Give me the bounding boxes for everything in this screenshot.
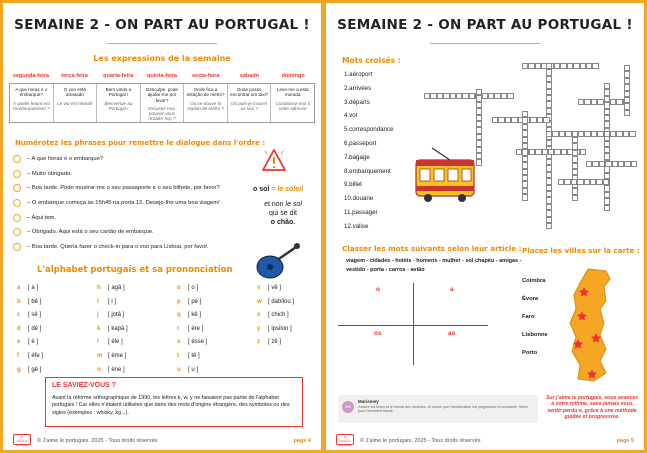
alphabet-letter: s [ ésse ] — [177, 339, 208, 346]
crossword-word: 1.aéroport — [344, 71, 373, 78]
saviez-title: LE SAVIEZ-VOUS ? — [52, 382, 117, 389]
alphabet-letter: y [ ipsilon ] — [257, 325, 292, 332]
page-title: SEMAINE 2 - ON PART AU PORTUGAL ! — [14, 17, 310, 33]
dialogue-heading: Numérotez les phrases pour remettre le dialogue dans l'ordre : — [15, 139, 266, 147]
number-circle[interactable] — [13, 243, 21, 251]
footer: © J'aime le portugais, 2025 - Tous droits réservés — [360, 438, 481, 444]
alphabet-letter: j [ jotâ ] — [97, 312, 125, 319]
warning-icon — [261, 148, 287, 174]
logo: ♥ j'aime le portugais — [336, 434, 354, 445]
alphabet-letter: h [ agâ ] — [97, 285, 125, 291]
alphabet-letter: a [ a ] — [17, 285, 39, 291]
alphabet-letter: z [ zê ] — [257, 339, 282, 346]
alphabet-letter: m [ ème ] — [97, 352, 127, 359]
number-circle[interactable] — [13, 155, 21, 163]
dialogue-line — [13, 167, 263, 182]
city-label: Faro — [522, 314, 535, 320]
alphabet-letter: q [ kê ] — [177, 312, 202, 319]
classify-words: viagem - cidades - hotéis - homens - mulher - sol chapéu - amigas - vestido - porta - carros - avião — [346, 258, 522, 273]
expression-pt: Leve-me a esta morada — [276, 87, 309, 98]
logo: ♥ j'aime le portugais — [13, 434, 31, 445]
expression-fr: Excusez-moi, pouvez-vous m'aider svp ? — [148, 105, 176, 122]
expression-pt: A que horas é o embarque? — [15, 87, 48, 98]
testimonial-comment — [338, 395, 538, 423]
day-label: sexta-feira — [191, 73, 220, 79]
alphabet-letter: t [ tê ] — [177, 352, 200, 359]
article-os: os — [374, 330, 382, 337]
dialogue-text: – Obrigado. Aqui está o seu cartão de embarque. — [27, 229, 154, 236]
classify-vertical-line — [413, 283, 414, 365]
expression-pt: Onde posso encontrar um táxi? — [230, 87, 269, 98]
alphabet-column — [17, 285, 43, 380]
qui-se-dit: qui se dit — [268, 210, 298, 217]
expression-fr: À quelle heure est l'embarquement ? — [12, 100, 50, 111]
o-sol-note — [253, 186, 303, 193]
portugal-map — [566, 265, 626, 385]
crossword-word: 6.passeport — [344, 139, 377, 147]
page-number: page 5 — [616, 438, 634, 444]
crossword-cell[interactable] — [603, 179, 609, 185]
lisbon-tram-icon — [410, 146, 480, 204]
dialogue-line — [13, 240, 263, 255]
crossword-cell[interactable] — [522, 194, 528, 200]
alphabet-letter: w [ dabliou ] — [257, 298, 295, 305]
title-underline — [430, 43, 540, 44]
article-a: a — [450, 286, 454, 293]
expression-cell — [184, 84, 228, 122]
city-label: Porto — [522, 350, 538, 356]
day-label: quinta-feira — [147, 73, 177, 79]
days-row — [9, 73, 315, 79]
crossword-word: 7.bagage — [344, 153, 370, 161]
crossword-word: 11.passager — [344, 208, 378, 216]
crossword-word: 5.correspondance — [344, 126, 394, 134]
alphabet-column — [177, 285, 207, 380]
alphabet-letter: g [ gê ] — [17, 366, 42, 373]
article-as: as — [448, 330, 456, 337]
alphabet-letter: d [ dê ] — [17, 325, 42, 332]
crossword-word-list — [344, 71, 394, 237]
alphabet-letter: u [ u ] — [177, 366, 199, 373]
crossword-cell[interactable] — [572, 195, 578, 201]
expressions-heading: Les expressions de la semaine — [93, 54, 231, 63]
expression-cell — [141, 84, 185, 122]
crossword-word: 2.arrivées — [344, 84, 372, 92]
crossword-word: 3.départs — [344, 98, 370, 106]
promo-text: Sur j'aime le portugais, vous avancez à votre rythme, sans jamais vous sentir perdu·e, grâce à une méthode guidée et progressive. — [545, 395, 639, 420]
classify-heading: Classer les mots suivants selon leur article : — [342, 244, 522, 253]
saviez-text: Avant la réforme orthographique de 1990, les lettres k, w, y ne faisaient pas partie de l'alphabet portugais ! Car elles n'étaient utilisées que dans des mots d'origine étrangère, des symboles ou des sigles (exemples : whisky, kg...). — [52, 395, 290, 416]
dialogue-line — [13, 210, 263, 225]
day-label: sábado — [239, 73, 260, 79]
number-circle[interactable] — [13, 214, 21, 222]
comment-text: J'adore les cours et le format des modules. Je trouve que l'amélioration est progressive et constante. Merci pour l'excellent travail. — [358, 405, 528, 414]
dialogue-line — [13, 152, 263, 167]
comment-author: Marismey — [358, 399, 379, 404]
classify-horizontal-line — [338, 325, 488, 326]
expression-cell — [54, 84, 98, 122]
dialogue-line — [13, 225, 263, 240]
alphabet-letter: f [ éfe ] — [17, 352, 44, 359]
crossword-word: 8.embarquement — [344, 167, 391, 175]
alphabet-letter: v [ vê ] — [257, 285, 282, 291]
alphabet-letter: o [ o ] — [177, 285, 199, 291]
alphabet-letter: p [ pê ] — [177, 298, 202, 305]
crossword-cell[interactable] — [631, 161, 637, 167]
article-o: o — [376, 286, 380, 293]
dialogue-line — [13, 196, 263, 211]
expression-fr: Le vol est retardé — [57, 100, 93, 106]
alphabet-letter: c [ sê ] — [17, 312, 42, 319]
alphabet-letter: n [ ène ] — [97, 366, 125, 373]
expression-pt: Onde fica a estação de metro? — [186, 87, 225, 98]
alphabet-column — [257, 285, 294, 353]
crossword-heading: Mots croisés : — [342, 56, 401, 65]
dialogue-line — [13, 181, 263, 196]
number-circle[interactable] — [13, 170, 21, 178]
crossword-cell[interactable] — [629, 131, 635, 137]
expression-cell — [271, 84, 314, 122]
crossword-cell[interactable] — [592, 63, 598, 69]
expression-cell — [97, 84, 141, 122]
expression-pt: Bem vindo a Portugal ! — [105, 87, 132, 98]
crossword-word: 12.valise — [344, 222, 369, 230]
alphabet-letter: k [ kapâ ] — [97, 325, 128, 332]
city-label: Lisbonne — [522, 332, 548, 338]
city-label: Évora — [522, 296, 539, 302]
dialogue-text: – Boa tarde. Queria fazer o check-in para o voo para Lisboa, por favor. — [27, 243, 209, 250]
portuguese-guitar-icon — [253, 241, 303, 281]
crossword-word: 4.vol — [344, 112, 358, 120]
title-underline — [107, 43, 217, 44]
crossword-cell[interactable] — [546, 223, 552, 229]
dialogue-text: – Aqui tem. — [27, 214, 57, 221]
expression-pt: Desculpe, pode ajudar-me por favor? — [146, 87, 178, 103]
expression-cell — [10, 84, 54, 122]
crossword-cell[interactable] — [543, 117, 549, 123]
le-soleil: = le soleil — [271, 186, 304, 193]
expression-fr: Conduisez-moi à cette adresse — [275, 100, 310, 111]
expression-cell — [228, 84, 272, 122]
day-label: quarta-feira — [103, 73, 134, 79]
crossword-cell[interactable] — [580, 149, 586, 155]
footer: © J'aime le portugais, 2025 - Tous droits réservés — [37, 438, 158, 444]
number-circle[interactable] — [13, 199, 21, 207]
dialogue-text: – Boa tarde. Pode mostrar-me o seu passaporte e o seu bilhete, por favor? — [27, 185, 220, 192]
expression-fr: Où se trouve la station de métro ? — [187, 100, 224, 111]
o-sol: o sol — [253, 186, 270, 193]
expression-fr: Où puis-je trouver un taxi ? — [230, 100, 268, 111]
crossword-word: 9.billet — [344, 181, 362, 189]
alphabet-letter: r [ ère ] — [177, 325, 204, 332]
crossword-cell[interactable] — [624, 110, 630, 116]
alphabet-letter: i [ i ] — [97, 298, 117, 305]
page-title: SEMAINE 2 - ON PART AU PORTUGAL ! — [337, 17, 633, 33]
alphabet-letter: l [ éle ] — [97, 339, 123, 346]
day-label: domingo — [281, 73, 305, 79]
avatar: MS — [342, 401, 354, 413]
alphabet-heading: L'alphabet portugais et sa prononciation — [37, 265, 233, 275]
dialogue-list — [13, 152, 263, 254]
cities-heading: Placez les villes sur la carte : — [522, 246, 640, 255]
right-page — [326, 3, 644, 450]
alphabet-letter: e [ è ] — [17, 339, 39, 346]
crossword-word: 10.douane — [344, 195, 374, 203]
crossword-cell[interactable] — [604, 205, 610, 211]
saviez-vous-box — [45, 377, 303, 427]
city-label: Coimbra — [522, 278, 546, 284]
page-number: page 4 — [293, 438, 311, 444]
number-circle[interactable] — [13, 184, 21, 192]
dialogue-text: – Muito obrigado. — [27, 170, 72, 177]
alphabet-grid — [17, 285, 317, 375]
left-page — [3, 3, 321, 450]
et-non-line: et non le sol — [264, 201, 302, 208]
number-circle[interactable] — [13, 228, 21, 236]
expressions-table — [9, 83, 315, 123]
alphabet-letter: b [ bê ] — [17, 298, 42, 305]
o-chao: o chão. — [270, 219, 296, 226]
alphabet-column — [97, 285, 128, 380]
expression-fr: Bienvenue au Portugal ! — [104, 100, 133, 111]
day-label: segunda-feira — [12, 73, 49, 79]
dialogue-text: – O embarque começa às 15h45 na porta 12. Desejo-the uma boa viagem! — [27, 200, 220, 207]
expression-pt: O voo está atrasado — [63, 87, 86, 98]
crossword-cell[interactable] — [507, 93, 513, 99]
day-label: terça-feira — [61, 73, 88, 79]
alphabet-letter: x [ chich ] — [257, 312, 289, 319]
et-non-note — [259, 200, 307, 227]
dialogue-text: – A que horas é o embarque? — [27, 156, 104, 163]
